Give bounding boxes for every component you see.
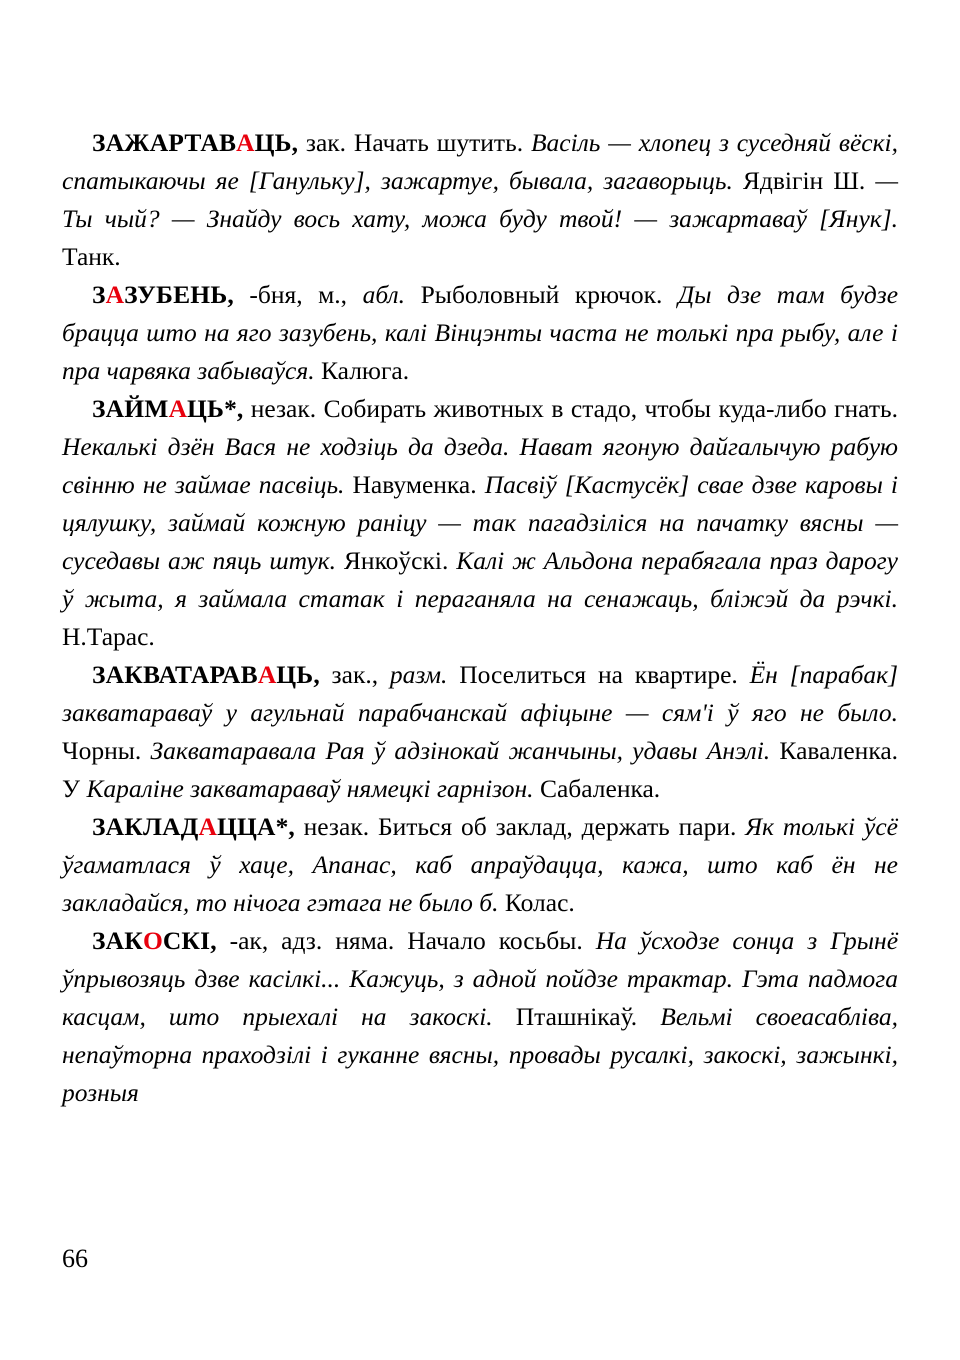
citation: Калі ж Альдона перабягала праз дарогу ў жыта, я займала статак і пераганяла на сенажаць, бліжэй да рэчкі. (62, 546, 898, 613)
citation-source: Янкоўскі. (343, 546, 457, 575)
citation-source: Танк. (62, 242, 121, 271)
citation: Ды дзе там будзе брацца што на яго зазубень, калі Вінцэнты часта не толькі пра рыбу, але і пра чарвяка забываўся. (62, 280, 899, 385)
citation: Пасвіў [Кастусёк] свае дзве каровы і цялушку, займай кожную раніцу — так пагадзіліся на пачатку вясны — суседавы аж пяць штук. (62, 470, 898, 575)
usage-label: абл. (362, 280, 421, 309)
dictionary-entry (62, 124, 898, 276)
citation-source: Сабаленка. (539, 774, 661, 803)
headword-stressed-vowel: А (168, 394, 187, 423)
citation: Караліне закватараваў нямецкі гарнізон. (86, 774, 540, 803)
headword-mark: , (210, 926, 217, 955)
dictionary-entry (62, 808, 898, 922)
citation-source: Н.Тарас. (62, 622, 155, 651)
definition: Начало косьбы. (407, 926, 596, 955)
dictionary-entry (62, 276, 898, 390)
headword-stressed-vowel: А (105, 280, 125, 309)
text-column (62, 124, 898, 1112)
headword-part: ЦЬ (254, 128, 292, 157)
headword-part: З (92, 280, 106, 309)
grammar-label: -ак, адз. няма. (216, 926, 408, 955)
headword-stressed-vowel: А (236, 128, 255, 157)
grammar-label: незак. (243, 394, 324, 423)
headword-part: ЗАКЛАД (92, 812, 199, 841)
citation: Вельмі своеасабліва, непаўторна праходзілі і гуканне вясны, провады русалкі, закоскі, зажынкі, розныя (62, 1002, 899, 1107)
citation: Васіль — хлопец з суседняй вёскі, спатыкаючы яе [Ганульку], зажартуе, бывала, загаворыць. (62, 128, 898, 195)
grammar-label: незак. (294, 812, 378, 841)
definition: Рыболовный крючок. (420, 280, 678, 309)
definition: Начать шутить. (353, 128, 531, 157)
dictionary-entry (62, 390, 898, 656)
headword-stressed-vowel: О (142, 926, 163, 955)
grammar-label: зак. (298, 128, 354, 157)
headword-mark: *, (224, 394, 244, 423)
headword-stressed-vowel: А (198, 812, 217, 841)
headword-mark: , (227, 280, 234, 309)
headword-mark: , (291, 128, 299, 157)
definition: Поселиться на квартире. (459, 660, 750, 689)
headword-part: ЗАЖАРТАВ (92, 128, 237, 157)
citation: Закватаравала Рая ў адзінокай жанчыны, удавы Анэлі. (150, 736, 780, 765)
citation-lead: У (62, 774, 87, 803)
citation-source: Каваленка. (779, 736, 899, 765)
citation: — Ты чый? — Знайду вось хату, можа буду твой! — зажартаваў [Янук]. (62, 166, 898, 233)
citation-source: Чорны. (62, 736, 151, 765)
headword-part: ЗУБЕНЬ (124, 280, 228, 309)
citation-source: Навуменка. (352, 470, 485, 499)
citation-source: Ядвігін Ш. (742, 166, 876, 195)
citation: Ён [парабак] закватараваў у агульнай парабчанскай афіцыне — сям'і ў яго не было. (62, 660, 899, 727)
headword-part: ЦЦА (216, 812, 276, 841)
citation-source: Пташнікаў. (515, 1002, 661, 1031)
citation-source: Калюга. (320, 356, 410, 385)
citation: Некалькі дзён Вася не ходзіць да дзеда. Нават ягоную дайгалычую рабую свінню не займае пасвіць. (62, 432, 898, 499)
headword-stressed-vowel: А (257, 660, 277, 689)
headword-mark: , (313, 660, 320, 689)
headword-mark: *, (275, 812, 295, 841)
dictionary-entry (62, 922, 898, 1112)
citation: Як толькі ўсё ўгаматлася ў хаце, Апанас, каб апраўдацца, кажа, што каб ён не закладайся, то нічога гэтага не было б. (62, 812, 898, 917)
grammar-label: -бня, м., (233, 280, 363, 309)
headword-part: ЗАК (92, 926, 143, 955)
headword-part: ЦЬ (276, 660, 314, 689)
citation-source: Колас. (504, 888, 575, 917)
headword-part: ЦЬ (187, 394, 225, 423)
definition: Собирать животных в стадо, чтобы куда-либо гнать. (323, 394, 898, 423)
headword-part: СКІ (162, 926, 211, 955)
definition: Биться об заклад, держать пари. (377, 812, 746, 841)
citation: На ўсходзе сонца з Грынё ўпрывозяць дзве касілкі... Кажуць, з адной пойдзе трактар. Гэта падмога касцам, што прыехалі на закоскі. (62, 926, 899, 1031)
grammar-label: зак., (319, 660, 390, 689)
usage-label: разм. (389, 660, 460, 689)
dictionary-entry (62, 656, 898, 808)
page-number: 66 (62, 1244, 88, 1273)
headword-part: ЗАКВАТАРАВ (92, 660, 258, 689)
headword-part: ЗАЙМ (92, 394, 169, 423)
